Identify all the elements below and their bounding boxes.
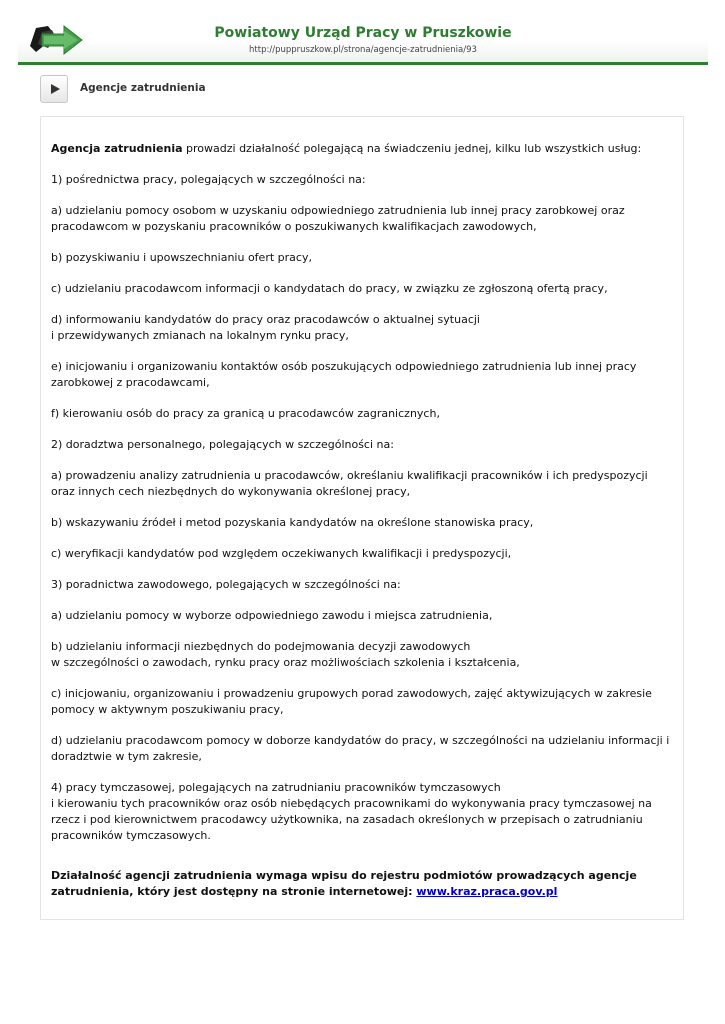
content-paragraph: d) udzielaniu pracodawcom pomocy w doborze kandydatów do pracy, w szczególności na udzielaniu informacji i doradztwie w tym zakresie, — [51, 734, 670, 763]
breadcrumb — [40, 75, 680, 105]
page-url: http://puppruszkow.pl/strona/agencje-zatrudnienia/93 — [249, 45, 477, 55]
content-paragraph: a) udzielaniu pomocy w wyborze odpowiedniego zawodu i miejsca zatrudnienia, — [51, 609, 493, 622]
site-title: Powiatowy Urząd Pracy w Pruszkowie — [214, 25, 512, 41]
intro-paragraph — [51, 141, 673, 157]
content-paragraph: f) kierowaniu osób do pracy za granicą u pracodawców zagranicznych, — [51, 407, 440, 420]
content-paragraph: 3) poradnictwa zawodowego, polegających w szczególności na: — [51, 578, 401, 591]
content-paragraph: b) wskazywaniu źródeł i metod pozyskania kandydatów na określone stanowiska pracy, — [51, 516, 534, 529]
content-paragraph: a) prowadzeniu analizy zatrudnienia u pracodawców, określaniu kwalifikacji pracowników i ich predyspozycji oraz innych cech niezbędnych do wykonywania określonej pracy, — [51, 469, 648, 498]
content-paragraph: b) udzielaniu informacji niezbędnych do podejmowania decyzji zawodowych w szczególności o zawodach, rynku pracy oraz możliwościach szkolenia i kształcenia, — [51, 640, 520, 669]
intro-text: prowadzi działalność polegającą na świadczeniu jednej, kilku lub wszystkich usług: — [182, 142, 642, 155]
intro-bold: Agencja zatrudnienia — [51, 142, 183, 155]
content-paragraph: c) udzielaniu pracodawcom informacji o kandydatach do pracy, w związku ze zgłoszoną ofertą pracy, — [51, 282, 608, 295]
content-paragraph: c) weryfikacji kandydatów pod względem oczekiwanych kwalifikacji i predyspozycji, — [51, 547, 512, 560]
site-header — [18, 14, 708, 65]
content-paragraph: 1) pośrednictwa pracy, polegających w szczególności na: — [51, 173, 366, 186]
registry-note — [51, 868, 673, 900]
content-paragraph: 2) doradztwa personalnego, polegających w szczególności na: — [51, 438, 394, 451]
registry-note-text: Działalność agencji zatrudnienia wymaga wpisu do rejestru podmiotów prowadzących agencje zatrudnienia, który jest dostępny na stronie internetowej: — [51, 869, 637, 898]
section-button[interactable] — [40, 75, 68, 103]
play-arrow-icon — [48, 82, 62, 96]
content-paragraph: e) inicjowaniu i organizowaniu kontaktów osób poszukujących odpowiedniego zatrudnienia lub innej pracy zarobkowej z pracodawcami, — [51, 360, 637, 389]
service-list — [51, 172, 673, 844]
content-paragraph: a) udzielaniu pomocy osobom w uzyskaniu odpowiedniego zatrudnienia lub innej pracy zarobkowej oraz pracodawcom w pozyskaniu pracowników o poszukiwanych kwalifikacjach zawodowych, — [51, 204, 625, 233]
content-paragraph: b) pozyskiwaniu i upowszechnianiu ofert pracy, — [51, 251, 312, 264]
content-paragraph: 4) pracy tymczasowej, polegających na zatrudnianiu pracowników tymczasowych i kierowaniu tych pracowników oraz osób niebędących pracownikami do wykonywania pracy tymczasowej na rzecz i pod kierownictwem pracodawcy użytkownika, na zasadach określonych w przepisach o zatrudnianiu pracowników tymczasowych. — [51, 781, 652, 842]
page-title: Agencje zatrudnienia — [80, 82, 206, 94]
registry-link[interactable]: www.kraz.praca.gov.pl — [416, 885, 558, 898]
article-content — [40, 116, 684, 920]
content-paragraph: d) informowaniu kandydatów do pracy oraz pracodawców o aktualnej sytuacji i przewidywanych zmianach na lokalnym rynku pracy, — [51, 313, 480, 342]
content-paragraph: c) inicjowaniu, organizowaniu i prowadzeniu grupowych porad zawodowych, zajęć aktywizujących w zakresie pomocy w aktywnym poszukiwaniu pracy, — [51, 687, 652, 716]
